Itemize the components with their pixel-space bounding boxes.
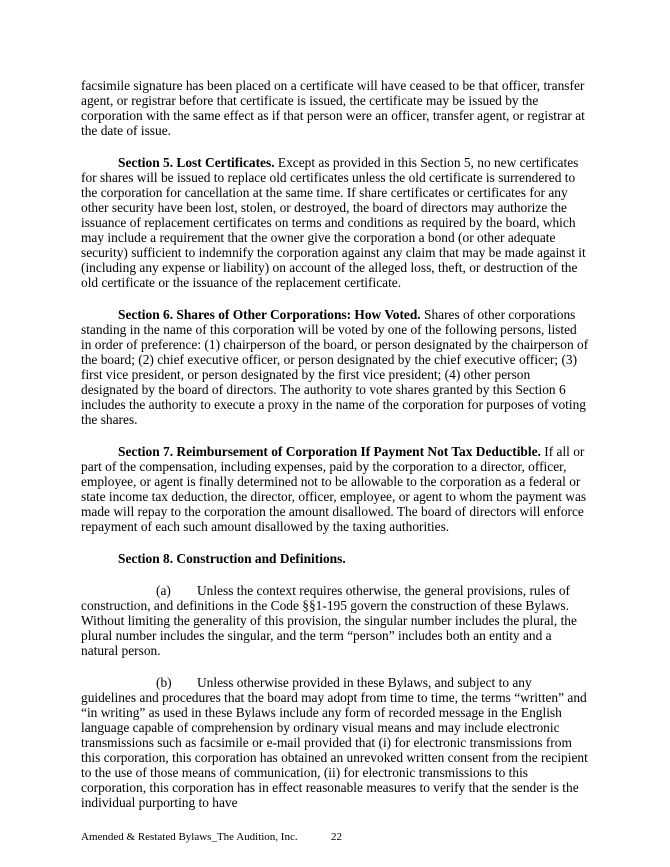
subsection-a (81, 583, 589, 658)
section-6-body: Shares of other corporations standing in the name of this corporation will be voted by one of the following persons, listed in order of preference: (1) chairperson of the board, or person designated by the chairperson of the board; (2) chief executive officer, or person designated by the chief executive officer; (3) first vice president, or person designated by the first vice president; (4) other person designated by the board of directors. The authority to vote shares granted by this Section 6 includes the authority to execute a proxy in the name of the corporation for purposes of voting the shares. (81, 307, 589, 427)
document-page (81, 78, 589, 827)
subsection-a-body: Unless the context requires otherwise, the general provisions, rules of construction, and definitions in the Code §§1-195 govern the construction of these Bylaws. Without limiting the generality of this provision, the singular number includes the plural, the plural number includes the singular, and the term “person” includes both an entity and a natural person. (81, 583, 577, 658)
section-8 (81, 551, 589, 566)
section-5-title: Section 5. Lost Certificates. (118, 155, 275, 170)
subsection-b-marker: (b) (156, 675, 172, 690)
section-7-body: If all or part of the compensation, including expenses, paid by the corporation to a director, officer, employee, or agent is finally determined not to be allowable to the corporation as a federal or state income tax deduction, the director, officer, employee, or agent to whom the payment was made will repay to the corporation the amount disallowed. The board of directors will enforce repayment of each such amount disallowed by the taxing authorities. (81, 444, 587, 534)
section-7-title: Section 7. Reimbursement of Corporation If Payment Not Tax Deductible. (118, 444, 541, 459)
section-6 (81, 307, 589, 427)
page-number: 22 (331, 831, 342, 843)
subsection-a-marker: (a) (156, 583, 171, 598)
page-footer (81, 831, 342, 844)
section-7 (81, 444, 589, 534)
footer-text: Amended & Restated Bylaws_The Audition, Inc. (81, 831, 298, 843)
subsection-b-body: Unless otherwise provided in these Bylaws, and subject to any guidelines and procedures that the board may adopt from time to time, the terms “written” and “in writing” as used in these Bylaws include any form of recorded message in the English language capable of comprehension by ordinary visual means and may include electronic transmissions such as facsimile or e-mail provided that (i) for electronic transmissions from this corporation, this corporation has obtained an unrevoked written consent from the recipient to the use of those means of communication, (ii) for electronic transmissions to this corporation, this corporation has in effect reasonable measures to verify that the sender is the individual purporting to have (81, 675, 588, 810)
section-5-body: Except as provided in this Section 5, no new certificates for shares will be issued to replace old certificates unless the old certificate is surrendered to the corporation for cancellation at the same time. If share certificates or certificates for any other security have been lost, stolen, or destroyed, the board of directors may authorize the issuance of replacement certificates on terms and conditions as required by the board, which may include a requirement that the owner give the corporation a bond (or other adequate security) sufficient to indemnify the corporation against any claim that may be made against it (including any expense or liability) on account of the alleged loss, theft, or destruction of the old certificate or the issuance of the replacement certificate. (81, 155, 586, 290)
subsection-b (81, 675, 589, 810)
section-6-title: Section 6. Shares of Other Corporations: How Voted. (118, 307, 421, 322)
paragraph-continuation: facsimile signature has been placed on a certificate will have ceased to be that officer, transfer agent, or registrar before that certificate is issued, the certificate may be issued by the corporation with the same effect as if that person were an officer, transfer agent, or registrar at the date of issue. (81, 78, 585, 138)
section-8-title: Section 8. Construction and Definitions. (118, 551, 346, 566)
section-5 (81, 155, 589, 290)
